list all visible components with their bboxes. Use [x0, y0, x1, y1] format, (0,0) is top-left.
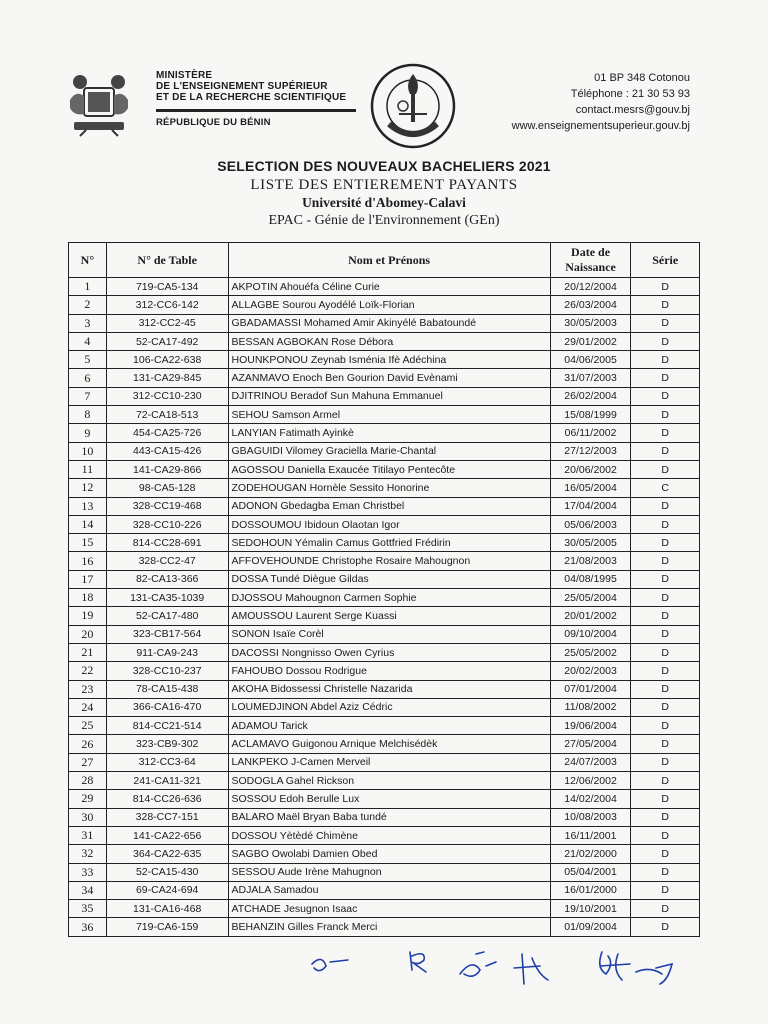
table-number-cell: 328-CC2-47: [106, 552, 228, 570]
column-header-serie: Série: [631, 243, 700, 278]
birth-date-cell: 25/05/2002: [550, 643, 631, 661]
student-name-cell: AKPOTIN Ahouéfa Céline Curie: [228, 278, 550, 296]
table-row: [69, 387, 700, 405]
table-number-cell: 814-CC21-514: [106, 717, 228, 735]
row-number-cell: 9: [69, 424, 107, 442]
student-name-cell: ADJALA Samadou: [228, 881, 550, 899]
serie-cell: D: [631, 900, 700, 918]
university-title: Université d'Abomey-Calavi: [302, 195, 466, 210]
table-number-cell: 131-CA35-1039: [106, 589, 228, 607]
program-title: EPAC - Génie de l'Environnement (GEn): [268, 213, 500, 228]
table-number-cell: 328-CC10-237: [106, 662, 228, 680]
table-number-cell: 312-CC2-45: [106, 314, 228, 332]
student-name-cell: GBADAMASSI Mohamed Amir Akinyélé Babatoundé: [228, 314, 550, 332]
birth-date-cell: 04/06/2005: [550, 351, 631, 369]
serie-cell: D: [631, 369, 700, 387]
serie-cell: D: [631, 406, 700, 424]
serie-cell: D: [631, 717, 700, 735]
table-number-cell: 328-CC19-468: [106, 497, 228, 515]
birth-date-cell: 30/05/2003: [550, 314, 631, 332]
row-number-cell: 1: [69, 278, 107, 296]
birth-date-cell: 15/08/1999: [550, 406, 631, 424]
contact-block: [512, 70, 690, 134]
table-number-cell: 52-CA15-430: [106, 863, 228, 881]
table-number-cell: 141-CA29-866: [106, 460, 228, 478]
row-number-cell: 18: [69, 589, 107, 607]
serie-cell: D: [631, 424, 700, 442]
row-number-cell: 2: [69, 296, 107, 314]
row-number-cell: 7: [69, 387, 107, 405]
birth-date-cell: 26/02/2004: [550, 387, 631, 405]
student-name-cell: LOUMEDJINON Abdel Aziz Cédric: [228, 698, 550, 716]
table-row: [69, 881, 700, 899]
table-number-cell: 106-CA22-638: [106, 351, 228, 369]
serie-cell: D: [631, 662, 700, 680]
serie-cell: D: [631, 552, 700, 570]
row-number-cell: 8: [69, 406, 107, 424]
table-row: [69, 351, 700, 369]
table-number-cell: 312-CC6-142: [106, 296, 228, 314]
student-name-cell: DACOSSI Nongnisso Owen Cyrius: [228, 643, 550, 661]
student-name-cell: SESSOU Aude Irène Mahugnon: [228, 863, 550, 881]
serie-cell: D: [631, 808, 700, 826]
table-number-cell: 719-CA5-134: [106, 278, 228, 296]
row-number-cell: 13: [69, 497, 107, 515]
student-name-cell: SAGBO Owolabi Damien Obed: [228, 845, 550, 863]
row-number-cell: 11: [69, 460, 107, 478]
birth-date-cell: 10/08/2003: [550, 808, 631, 826]
table-row: [69, 808, 700, 826]
table-row: [69, 717, 700, 735]
student-name-cell: SOSSOU Edoh Berulle Lux: [228, 790, 550, 808]
birth-date-cell: 20/02/2003: [550, 662, 631, 680]
row-number-cell: 28: [69, 772, 107, 790]
table-row: [69, 570, 700, 588]
birth-date-cell: 25/05/2004: [550, 589, 631, 607]
row-number-cell: 5: [69, 351, 107, 369]
row-number-cell: 20: [69, 625, 107, 643]
table-number-cell: 131-CA29-845: [106, 369, 228, 387]
serie-cell: D: [631, 296, 700, 314]
student-name-cell: BEHANZIN Gilles Franck Merci: [228, 918, 550, 936]
table-row: [69, 735, 700, 753]
ministry-header: [156, 70, 356, 128]
table-row: [69, 826, 700, 844]
birth-date-cell: 21/02/2000: [550, 845, 631, 863]
student-name-cell: DOSSOUMOU Ibidoun Olaotan Igor: [228, 515, 550, 533]
student-name-cell: SODOGLA Gahel Rickson: [228, 772, 550, 790]
table-number-cell: 141-CA22-656: [106, 826, 228, 844]
table-number-cell: 98-CA5-128: [106, 479, 228, 497]
handwritten-signatures: [300, 944, 720, 994]
row-number-cell: 16: [69, 552, 107, 570]
student-name-cell: DJITRINOU Beradof Sun Mahuna Emmanuel: [228, 387, 550, 405]
birth-date-cell: 19/06/2004: [550, 717, 631, 735]
student-name-cell: ALLAGBE Sourou Ayodélé Loïk-Florian: [228, 296, 550, 314]
row-number-cell: 22: [69, 662, 107, 680]
table-row: [69, 680, 700, 698]
table-row: [69, 479, 700, 497]
table-row: [69, 845, 700, 863]
column-header-table-number: N° de Table: [106, 243, 228, 278]
table-row: [69, 753, 700, 771]
table-row: [69, 278, 700, 296]
table-number-cell: 241-CA11-321: [106, 772, 228, 790]
row-number-cell: 26: [69, 735, 107, 753]
serie-cell: D: [631, 826, 700, 844]
row-number-cell: 35: [69, 900, 107, 918]
contact-address: 01 BP 348 Cotonou: [594, 72, 690, 84]
table-number-cell: 443-CA15-426: [106, 442, 228, 460]
row-number-cell: 10: [69, 442, 107, 460]
birth-date-cell: 04/08/1995: [550, 570, 631, 588]
student-name-cell: AMOUSSOU Laurent Serge Kuassi: [228, 607, 550, 625]
student-name-cell: ZODEHOUGAN Hornèle Sessito Honorine: [228, 479, 550, 497]
birth-date-cell: 20/12/2004: [550, 278, 631, 296]
serie-cell: D: [631, 442, 700, 460]
serie-cell: D: [631, 845, 700, 863]
student-name-cell: DJOSSOU Mahougnon Carmen Sophie: [228, 589, 550, 607]
birth-date-cell: 30/05/2005: [550, 534, 631, 552]
table-row: [69, 863, 700, 881]
birth-date-cell: 01/09/2004: [550, 918, 631, 936]
table-row: [69, 460, 700, 478]
serie-cell: D: [631, 790, 700, 808]
table-number-cell: 366-CA16-470: [106, 698, 228, 716]
table-row: [69, 497, 700, 515]
student-name-cell: DOSSOU Yètèdé Chimène: [228, 826, 550, 844]
birth-date-cell: 27/05/2004: [550, 735, 631, 753]
row-number-cell: 23: [69, 680, 107, 698]
birth-date-cell: 16/01/2000: [550, 881, 631, 899]
birth-date-cell: 26/03/2004: [550, 296, 631, 314]
table-row: [69, 790, 700, 808]
column-header-number: N°: [69, 243, 107, 278]
birth-date-cell: 19/10/2001: [550, 900, 631, 918]
row-number-cell: 21: [69, 643, 107, 661]
ministry-line2: DE L'ENSEIGNEMENT SUPÉRIEUR: [156, 81, 328, 92]
table-row: [69, 625, 700, 643]
birth-date-cell: 12/06/2002: [550, 772, 631, 790]
contact-website: www.enseignementsuperieur.gouv.bj: [511, 120, 690, 132]
serie-cell: D: [631, 698, 700, 716]
serie-cell: D: [631, 460, 700, 478]
table-number-cell: 131-CA16-468: [106, 900, 228, 918]
row-number-cell: 36: [69, 918, 107, 936]
birth-date-cell: 11/08/2002: [550, 698, 631, 716]
table-number-cell: 312-CC3-64: [106, 753, 228, 771]
serie-cell: D: [631, 387, 700, 405]
row-number-cell: 31: [69, 826, 107, 844]
row-number-cell: 24: [69, 698, 107, 716]
table-row: [69, 607, 700, 625]
table-number-cell: 82-CA13-366: [106, 570, 228, 588]
serie-cell: D: [631, 589, 700, 607]
serie-cell: D: [631, 625, 700, 643]
ministry-line3: ET DE LA RECHERCHE SCIENTIFIQUE: [156, 92, 347, 103]
student-name-cell: DOSSA Tundé Diègue Gildas: [228, 570, 550, 588]
republic-label: RÉPUBLIQUE DU BÉNIN: [156, 117, 271, 128]
table-row: [69, 589, 700, 607]
serie-cell: D: [631, 497, 700, 515]
table-number-cell: 312-CC10-230: [106, 387, 228, 405]
row-number-cell: 4: [69, 332, 107, 350]
column-header-birth-date: Date de Naissance: [550, 243, 631, 278]
student-name-cell: SEDOHOUN Yémalin Camus Gottfried Frédirin: [228, 534, 550, 552]
table-row: [69, 918, 700, 936]
table-row: [69, 296, 700, 314]
birth-date-cell: 16/05/2004: [550, 479, 631, 497]
table-number-cell: 328-CC10-226: [106, 515, 228, 533]
serie-cell: D: [631, 314, 700, 332]
student-name-cell: GBAGUIDI Vilomey Graciella Marie-Chantal: [228, 442, 550, 460]
serie-cell: D: [631, 534, 700, 552]
serie-cell: D: [631, 918, 700, 936]
birth-date-cell: 09/10/2004: [550, 625, 631, 643]
student-name-cell: BALARO Maël Bryan Baba tundé: [228, 808, 550, 826]
table-number-cell: 719-CA6-159: [106, 918, 228, 936]
student-name-cell: AGOSSOU Daniella Exaucée Titilayo Pentecôte: [228, 460, 550, 478]
student-name-cell: HOUNKPONOU Zeynab Isménia Ifè Adéchina: [228, 351, 550, 369]
student-name-cell: SONON Isaïe Corèl: [228, 625, 550, 643]
student-name-cell: ATCHADE Jesugnon Isaac: [228, 900, 550, 918]
table-row: [69, 406, 700, 424]
birth-date-cell: 20/06/2002: [550, 460, 631, 478]
table-row: [69, 442, 700, 460]
column-header-name: Nom et Prénons: [228, 243, 550, 278]
row-number-cell: 12: [69, 479, 107, 497]
table-row: [69, 662, 700, 680]
serie-cell: D: [631, 753, 700, 771]
birth-date-cell: 17/04/2004: [550, 497, 631, 515]
document-titles: [0, 158, 768, 229]
birth-date-cell: 05/04/2001: [550, 863, 631, 881]
table-number-cell: 52-CA17-492: [106, 332, 228, 350]
student-name-cell: LANYIAN Fatimath Ayinkè: [228, 424, 550, 442]
birth-date-cell: 29/01/2002: [550, 332, 631, 350]
serie-cell: D: [631, 570, 700, 588]
row-number-cell: 14: [69, 515, 107, 533]
birth-date-cell: 05/06/2003: [550, 515, 631, 533]
table-body: [69, 278, 700, 937]
birth-date-cell: 06/11/2002: [550, 424, 631, 442]
student-name-cell: AKOHA Bidossessi Christelle Nazarida: [228, 680, 550, 698]
birth-date-cell: 31/07/2003: [550, 369, 631, 387]
row-number-cell: 32: [69, 845, 107, 863]
table-number-cell: 323-CB9-302: [106, 735, 228, 753]
row-number-cell: 19: [69, 607, 107, 625]
contact-email: contact.mesrs@gouv.bj: [575, 104, 690, 116]
table-number-cell: 814-CC28-691: [106, 534, 228, 552]
table-row: [69, 515, 700, 533]
table-number-cell: 814-CC26-636: [106, 790, 228, 808]
birth-date-cell: 07/01/2004: [550, 680, 631, 698]
university-seal-logo: [369, 62, 457, 150]
contact-phone: Téléphone : 21 30 53 93: [570, 88, 690, 100]
table-row: [69, 314, 700, 332]
student-name-cell: SEHOU Samson Armel: [228, 406, 550, 424]
list-title: LISTE DES ENTIEREMENT PAYANTS: [250, 177, 518, 193]
table-row: [69, 900, 700, 918]
coat-of-arms-emblem: [66, 70, 132, 138]
birth-date-cell: 27/12/2003: [550, 442, 631, 460]
serie-cell: D: [631, 607, 700, 625]
students-table: [68, 242, 700, 937]
ministry-line1: MINISTÈRE: [156, 70, 213, 81]
serie-cell: D: [631, 881, 700, 899]
row-number-cell: 27: [69, 753, 107, 771]
row-number-cell: 3: [69, 314, 107, 332]
table-number-cell: 69-CA24-694: [106, 881, 228, 899]
table-header-row: [69, 243, 700, 278]
table-number-cell: 911-CA9-243: [106, 643, 228, 661]
birth-date-cell: 24/07/2003: [550, 753, 631, 771]
main-title: SELECTION DES NOUVEAUX BACHELIERS 2021: [217, 158, 551, 174]
table-number-cell: 323-CB17-564: [106, 625, 228, 643]
ministry-divider: [156, 109, 356, 112]
row-number-cell: 6: [69, 369, 107, 387]
serie-cell: D: [631, 772, 700, 790]
student-name-cell: ADAMOU Tarick: [228, 717, 550, 735]
row-number-cell: 25: [69, 717, 107, 735]
serie-cell: C: [631, 479, 700, 497]
student-name-cell: ADONON Gbedagba Eman Christbel: [228, 497, 550, 515]
table-row: [69, 698, 700, 716]
serie-cell: D: [631, 515, 700, 533]
birth-date-cell: 21/08/2003: [550, 552, 631, 570]
birth-date-cell: 16/11/2001: [550, 826, 631, 844]
serie-cell: D: [631, 351, 700, 369]
student-name-cell: LANKPEKO J-Camen Merveil: [228, 753, 550, 771]
birth-date-cell: 14/02/2004: [550, 790, 631, 808]
table-number-cell: 78-CA15-438: [106, 680, 228, 698]
table-row: [69, 369, 700, 387]
student-name-cell: AZANMAVO Enoch Ben Gourion David Evènami: [228, 369, 550, 387]
table-row: [69, 534, 700, 552]
table-row: [69, 552, 700, 570]
student-name-cell: ACLAMAVO Guigonou Arnique Melchisédèk: [228, 735, 550, 753]
serie-cell: D: [631, 863, 700, 881]
serie-cell: D: [631, 278, 700, 296]
student-name-cell: AFFOVEHOUNDE Christophe Rosaire Mahougnon: [228, 552, 550, 570]
row-number-cell: 30: [69, 808, 107, 826]
student-name-cell: FAHOUBO Dossou Rodrigue: [228, 662, 550, 680]
serie-cell: D: [631, 332, 700, 350]
row-number-cell: 17: [69, 570, 107, 588]
serie-cell: D: [631, 735, 700, 753]
table-row: [69, 772, 700, 790]
table-number-cell: 72-CA18-513: [106, 406, 228, 424]
table-row: [69, 424, 700, 442]
student-name-cell: BESSAN AGBOKAN Rose Débora: [228, 332, 550, 350]
table-number-cell: 52-CA17-480: [106, 607, 228, 625]
birth-date-cell: 20/01/2002: [550, 607, 631, 625]
row-number-cell: 34: [69, 881, 107, 899]
serie-cell: D: [631, 680, 700, 698]
table-row: [69, 643, 700, 661]
serie-cell: D: [631, 643, 700, 661]
table-row: [69, 332, 700, 350]
table-number-cell: 328-CC7-151: [106, 808, 228, 826]
table-number-cell: 364-CA22-635: [106, 845, 228, 863]
row-number-cell: 15: [69, 534, 107, 552]
row-number-cell: 33: [69, 863, 107, 881]
table-number-cell: 454-CA25-726: [106, 424, 228, 442]
row-number-cell: 29: [69, 790, 107, 808]
